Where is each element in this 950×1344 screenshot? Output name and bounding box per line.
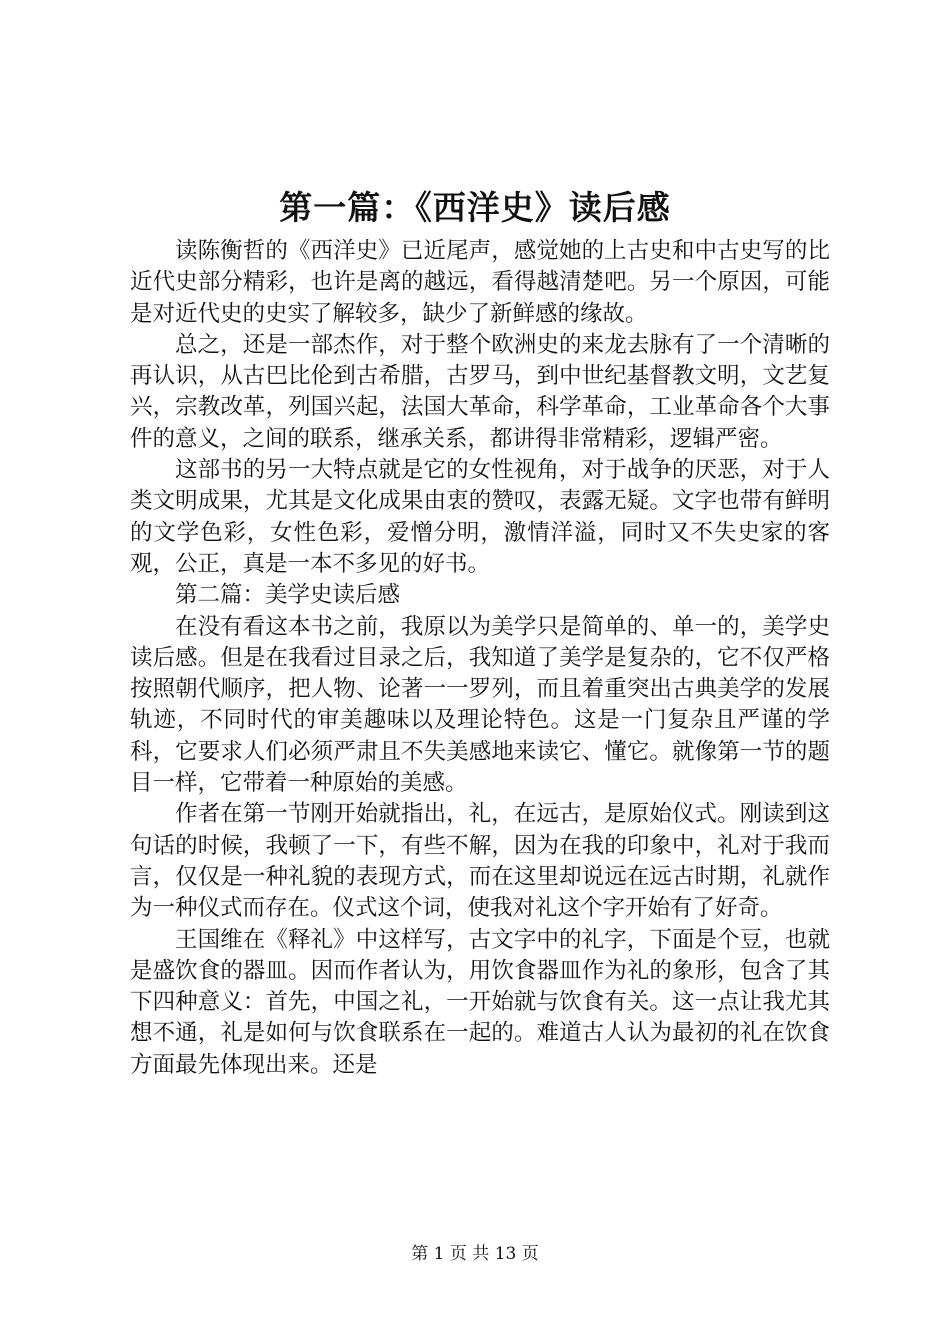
document-title: 第一篇：《西洋史》读后感 bbox=[279, 188, 671, 227]
paragraph: 这部书的另一大特点就是它的女性视角，对于战争的厌恶，对于人类文明成果，尤其是文化成果由衷的赞叹，表露无疑。文字也带有鲜明的文学色彩，女性色彩，爱憎分明，激情洋溢，同时又不失史家的客观，公正，真是一本不多见的好书。 bbox=[130, 457, 830, 577]
paragraph: 总之，还是一部杰作，对于整个欧洲史的来龙去脉有了一个清晰的再认识，从古巴比伦到古希腊，古罗马，到中世纪基督教文明，文艺复兴，宗教改革，列国兴起，法国大革命，科学革命，工业革命各个大事件的意义，之间的联系，继承关系，都讲得非常精彩，逻辑严密。 bbox=[130, 331, 830, 452]
paragraph: 读陈衡哲的《西洋史》已近尾声，感觉她的上古史和中古史写的比近代史部分精彩，也许是离的越远，看得越清楚吧。另一个原因，可能是对近代史的史实了解较多，缺少了新鲜感的缘故。 bbox=[130, 238, 830, 327]
document-body bbox=[130, 236, 830, 1081]
paragraph: 王国维在《释礼》中这样写，古文字中的礼字，下面是个豆，也就是盛饮食的器皿。因而作者认为，用饮食器皿作为礼的象形，包含了其下四种意义：首先，中国之礼，一开始就与饮食有关。这一点让我尤其想不通，礼是如何与饮食联系在一起的。难道古人认为最初的礼在饮食方面最先体现出来。还是 bbox=[130, 926, 830, 1078]
paragraph: 在没有看这本书之前，我原以为美学只是简单的、单一的，美学史读后感。但是在我看过目录之后，我知道了美学是复杂的，它不仅严格按照朝代顺序，把人物、论著一一罗列，而且着重突出古典美学的发展轨迹，不同时代的审美趣味以及理论特色。这是一门复杂且严谨的学科，它要求人们必须严肃且不失美感地来读它、懂它。就像第一节的题目一样，它带着一种原始的美感。 bbox=[130, 613, 830, 797]
section-heading: 第二篇：美学史读后感 bbox=[175, 582, 401, 609]
paragraph: 作者在第一节刚开始就指出，礼，在远古，是原始仪式。刚读到这句话的时候，我顿了一下，有些不解，因为在我的印象中，礼对于我而言，仅仅是一种礼貌的表现方式，而在这里却说远在远古时期，礼就作为一种仪式而存在。仪式这个词，使我对礼这个字开始有了好奇。 bbox=[130, 801, 830, 922]
page-footer: 第 1 页 共 13 页 bbox=[411, 1244, 539, 1264]
